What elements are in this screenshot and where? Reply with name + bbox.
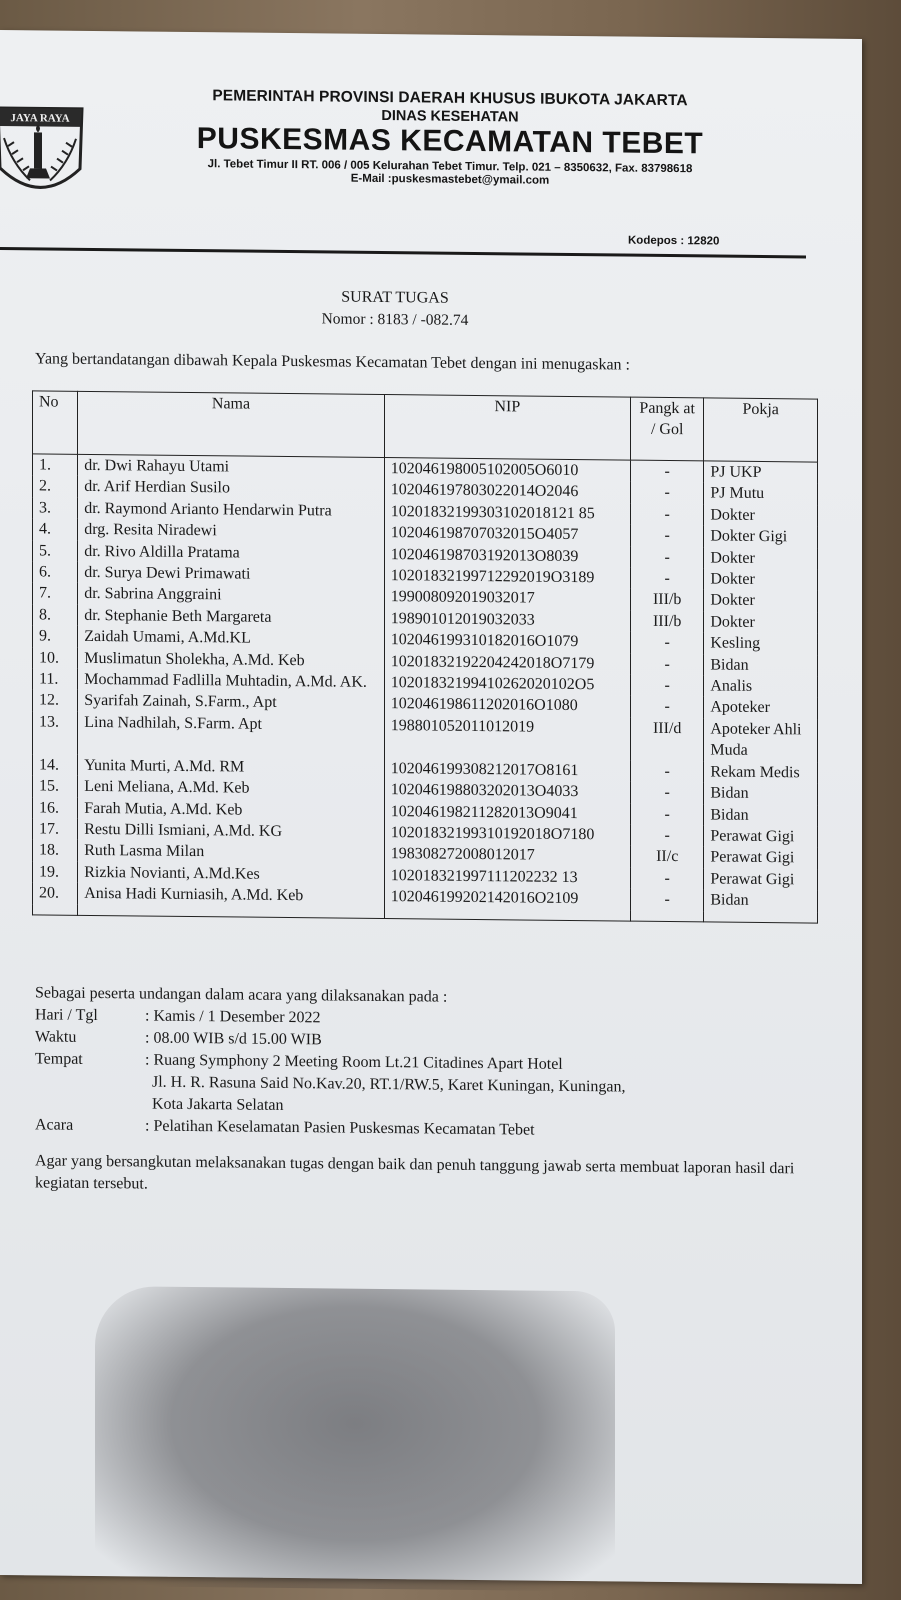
- row-gol: III/b: [631, 610, 704, 632]
- row-no: 5.: [33, 540, 78, 562]
- personnel-table: [32, 390, 818, 923]
- row-nip: 102046198211282013O9041: [384, 801, 630, 825]
- row-nama: Zaidah Umami, A.Md.KL: [78, 626, 385, 651]
- event-date-value: : Kamis / 1 Desember 2022: [145, 1007, 321, 1027]
- row-gol: -: [631, 653, 704, 675]
- row-gol: II/c: [631, 846, 704, 868]
- row-nip: 102046199202142016O2109: [384, 886, 630, 910]
- event-time-label: Waktu: [35, 1028, 77, 1046]
- row-no: 14.: [33, 754, 78, 776]
- spacer-cell: [78, 904, 385, 918]
- row-gol: III/b: [631, 589, 704, 611]
- header-gol: Pangk at / Gol: [631, 397, 704, 461]
- row-nama: Syarifah Zainah, S.Farm., Apt: [78, 690, 385, 715]
- event-name-value: : Pelatihan Keselamatan Pasien Puskesmas Kecamatan Tebet: [145, 1117, 535, 1139]
- row-nip: 10201832192204242018O7179: [384, 651, 630, 675]
- row-nama: Ruth Lasma Milan: [78, 840, 385, 865]
- row-nama: Muslimatun Sholekha, A.Md. Keb: [78, 647, 385, 672]
- row-nip: 102018321997111202232 13: [384, 865, 630, 889]
- row-no: 12.: [33, 690, 78, 712]
- row-pokja: PJ Mutu: [704, 483, 818, 506]
- row-gol: -: [631, 760, 704, 782]
- row-no: 19.: [33, 861, 78, 883]
- row-nip: 102046198611202016O1080: [384, 693, 630, 717]
- event-details: [35, 982, 745, 1143]
- row-pokja: Kesling: [704, 633, 818, 656]
- logo-text: JAYA RAYA: [10, 112, 70, 125]
- spacer-cell: [704, 911, 818, 923]
- row-nama: Leni Meliana, A.Md. Keb: [78, 776, 385, 801]
- row-nama: Restu Dilli Ismiani, A.Md. KG: [78, 819, 385, 844]
- spacer-cell: [384, 908, 630, 921]
- row-no: 7.: [33, 583, 78, 605]
- letterhead-province: PEMERINTAH PROVINSI DAERAH KHUSUS IBUKOTA JAKARTA: [212, 87, 688, 110]
- row-no: 17.: [33, 818, 78, 840]
- letterhead: [100, 86, 800, 189]
- row-no: 15.: [33, 775, 78, 797]
- row-gol: -: [631, 525, 704, 547]
- row-no: 4.: [33, 519, 78, 541]
- header-nip: NIP: [384, 395, 630, 461]
- document-title: SURAT TUGAS: [341, 288, 449, 307]
- row-nip: 102046198803202013O4033: [384, 779, 630, 803]
- row-pokja: Bidan: [704, 782, 818, 805]
- header-nama: Nama: [78, 391, 385, 457]
- row-gol: -: [631, 503, 704, 525]
- row-nip: 102046199308212017O8161: [384, 758, 630, 782]
- event-place-line1: : Ruang Symphony 2 Meeting Room Lt.21 Citadines Apart Hotel: [145, 1051, 563, 1073]
- row-nama: Yunita Murti, A.Md. RM: [78, 755, 385, 780]
- document-number: Nomor : 8183 / -082.74: [321, 310, 469, 329]
- row-pokja: Rekam Medis: [704, 761, 818, 784]
- row-no: 8.: [33, 604, 78, 626]
- row-nama: Lina Nadhilah, S.Farm. Apt: [78, 712, 385, 758]
- letterhead-puskesmas: PUSKESMAS KECAMATAN TEBET: [196, 122, 704, 161]
- row-gol: -: [631, 803, 704, 825]
- row-gol: -: [631, 632, 704, 654]
- row-nip: 102046199310182016O1079: [384, 629, 630, 653]
- document-intro: Yang bertandatangan dibawah Kepala Puskesmas Kecamatan Tebet dengan ini menugaskan :: [35, 350, 630, 374]
- event-place-value: [145, 1050, 745, 1122]
- row-nip: 102046198005102005O6010: [384, 458, 630, 482]
- row-gol: -: [631, 675, 704, 697]
- row-no: 20.: [33, 882, 78, 904]
- row-nama: dr. Sabrina Anggraini: [78, 583, 385, 608]
- row-no: 3.: [33, 497, 78, 519]
- row-gol: -: [631, 782, 704, 804]
- event-name-label: Acara: [35, 1116, 74, 1134]
- row-nip: 102046198707032015O4057: [384, 522, 630, 546]
- row-no: 11.: [33, 668, 78, 690]
- row-pokja: Dokter: [704, 568, 818, 591]
- row-nip: 198901012019032033: [384, 608, 630, 632]
- row-pokja: Dokter: [704, 611, 818, 634]
- event-intro: Sebagai peserta undangan dalam acara yang dilaksanakan pada :: [35, 984, 448, 1006]
- letterhead-dinas: DINAS KESEHATAN: [381, 107, 519, 126]
- row-nama: dr. Dwi Rahayu Utami: [78, 454, 385, 479]
- event-place-row: [35, 1048, 745, 1121]
- jakarta-emblem-logo: [0, 88, 90, 207]
- row-no: 18.: [33, 840, 78, 862]
- row-no: 16.: [33, 797, 78, 819]
- row-pokja: Perawat Gigi: [704, 825, 818, 848]
- row-pokja: Perawat Gigi: [704, 868, 818, 891]
- row-gol: -: [631, 825, 704, 847]
- row-gol: -: [631, 546, 704, 568]
- row-nip: 199008092019032017: [384, 586, 630, 610]
- row-nama: dr. Surya Dewi Primawati: [78, 562, 385, 587]
- row-gol: III/d: [631, 717, 704, 761]
- row-nama: dr. Rivo Aldilla Pratama: [78, 540, 385, 565]
- row-nama: Farah Mutia, A.Md. Keb: [78, 797, 385, 822]
- event-place-label: Tempat: [35, 1050, 83, 1068]
- event-date-label: Hari / Tgl: [35, 1006, 98, 1025]
- event-place-line2: Jl. H. R. Rasuna Said No.Kav.20, RT.1/RW.5, Karet Kuningan, Kuningan,: [152, 1073, 626, 1096]
- row-no: 2.: [33, 476, 78, 498]
- letterhead-divider: [0, 247, 806, 258]
- row-pokja: Apoteker: [704, 697, 818, 720]
- spacer-cell: [33, 904, 78, 915]
- row-nip: 10201832199712292019O3189: [384, 565, 630, 589]
- row-nama: Mochammad Fadlilla Muhtadin, A.Md. AK.: [78, 669, 385, 694]
- closing-paragraph: Agar yang bersangkutan melaksanakan tugas dengan baik dan penuh tanggung jawab serta membuat laporan hasil dari kegiatan tersebut.: [35, 1152, 795, 1193]
- row-nip: 102046198703192013O8039: [384, 544, 630, 568]
- row-nip: 10201832199410262020102O5: [384, 672, 630, 696]
- row-pokja: Analis: [704, 675, 818, 698]
- event-time-value: : 08.00 WIB s/d 15.00 WIB: [145, 1029, 322, 1049]
- row-nip: 10201832199310192018O7180: [384, 822, 630, 846]
- row-gol: -: [631, 696, 704, 718]
- row-gol: -: [631, 460, 704, 483]
- row-pokja: PJ UKP: [704, 461, 818, 484]
- row-pokja: Dokter: [704, 590, 818, 613]
- row-pokja: Dokter Gigi: [704, 526, 818, 549]
- row-gol: -: [631, 867, 704, 889]
- phone-shadow: [95, 1286, 615, 1591]
- row-gol: -: [631, 482, 704, 504]
- header-no: No: [33, 391, 78, 454]
- row-nama: drg. Resita Niradewi: [78, 519, 385, 544]
- row-nama: dr. Arif Herdian Susilo: [78, 476, 385, 501]
- letterhead-kodepos: Kodepos : 12820: [628, 234, 720, 248]
- spacer-cell: [631, 910, 704, 921]
- table-header-row: [33, 391, 818, 462]
- row-pokja: Bidan: [704, 889, 818, 912]
- row-gol: -: [631, 889, 704, 911]
- row-nip: 10201832199303102018121 85: [384, 501, 630, 525]
- row-pokja: Perawat Gigi: [704, 847, 818, 870]
- letterhead-email: E-Mail :puskesmastebet@ymail.com: [350, 172, 550, 187]
- row-no: 10.: [33, 647, 78, 669]
- paper-sheet: [0, 30, 862, 1584]
- row-nama: dr. Raymond Arianto Hendarwin Putra: [78, 498, 385, 523]
- row-nip: 102046197803022014O2046: [384, 479, 630, 503]
- event-place-line3: Kota Jakarta Selatan: [152, 1095, 284, 1114]
- row-no: 6.: [33, 561, 78, 583]
- row-no: 1.: [33, 454, 78, 476]
- row-pokja: Bidan: [704, 654, 818, 677]
- row-pokja: Apoteker Ahli Muda: [704, 718, 818, 762]
- row-nama: Anisa Hadi Kurniasih, A.Md. Keb: [78, 883, 385, 908]
- letterhead-address: Jl. Tebet Timur II RT. 006 / 005 Kelurahan Tebet Timur. Telp. 021 – 8350632, Fax. 83798618: [207, 158, 693, 176]
- row-nip: 198308272008012017: [384, 843, 630, 867]
- row-gol: -: [631, 568, 704, 590]
- row-pokja: Dokter: [704, 547, 818, 570]
- row-nip: 198801052011012019: [384, 715, 630, 760]
- row-nama: Rizkia Novianti, A.Md.Kes: [78, 862, 385, 887]
- row-no: 13.: [33, 711, 78, 754]
- row-nama: dr. Stephanie Beth Margareta: [78, 605, 385, 630]
- row-pokja: Dokter: [704, 504, 818, 527]
- header-pokja: Pokja: [704, 398, 818, 462]
- row-pokja: Bidan: [704, 804, 818, 827]
- row-no: 9.: [33, 626, 78, 648]
